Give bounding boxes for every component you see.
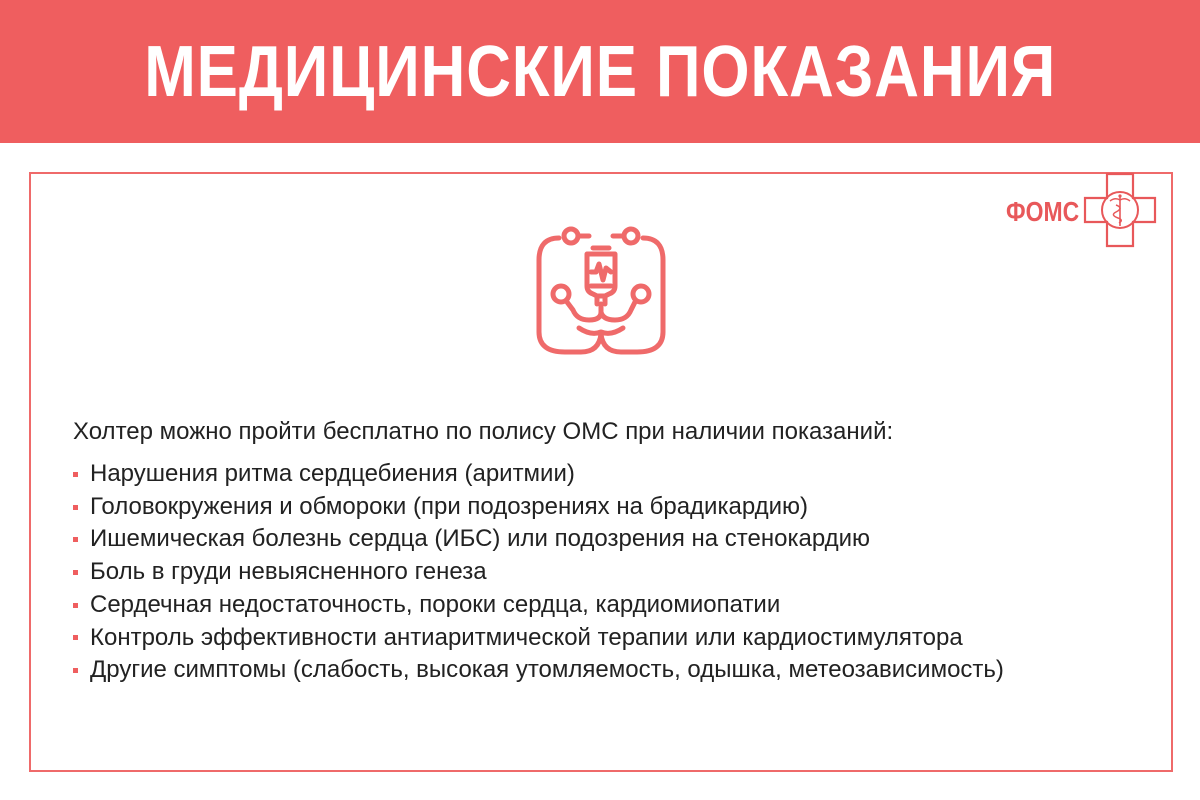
bullet-marker [73,635,78,640]
bullet-marker [73,505,78,510]
stethoscope-heartbeat-icon [531,220,671,360]
bullet-marker [73,603,78,608]
list-item-text: Контроль эффективности антиаритмической терапии или кардиостимулятора [90,623,963,651]
list-item-text: Ишемическая болезнь сердца (ИБС) или подозрения на стенокардию [90,525,871,553]
bullet-marker [73,570,78,575]
list-item-text: Сердечная недостаточность, пороки сердца, кардиомиопатии [90,590,781,618]
header-banner [0,0,1200,143]
list-item [71,523,1004,556]
medical-cross-caduceus-icon [1083,172,1157,248]
list-item [71,491,1004,524]
list-item-text: Головокружения и обмороки (при подозрениях на брадикардию) [90,492,809,520]
bullet-marker [73,472,78,477]
content-card [29,172,1173,772]
list-item-text: Боль в груди невыясненного генеза [90,558,487,586]
list-item [71,622,1004,655]
bullet-marker [73,668,78,673]
list-item [71,654,1004,687]
foms-logo [990,174,1157,248]
list-item-text: Нарушения ритма сердцебиения (аритмии) [90,460,575,487]
list-item [71,589,1004,622]
page-title: МЕДИЦИНСКИЕ ПОКАЗАНИЯ [144,31,1056,112]
list-item [71,556,1004,589]
list-item-text: Другие симптомы (слабость, высокая утомляемость, одышка, метеозависимость) [90,656,1004,684]
intro-text: Холтер можно пройти бесплатно по полису ОМС при наличии показаний: [73,418,894,445]
bullet-marker [73,537,78,542]
indications-list [71,458,1004,687]
logo-text: ФОМС [1005,196,1079,227]
list-item [71,458,1004,491]
